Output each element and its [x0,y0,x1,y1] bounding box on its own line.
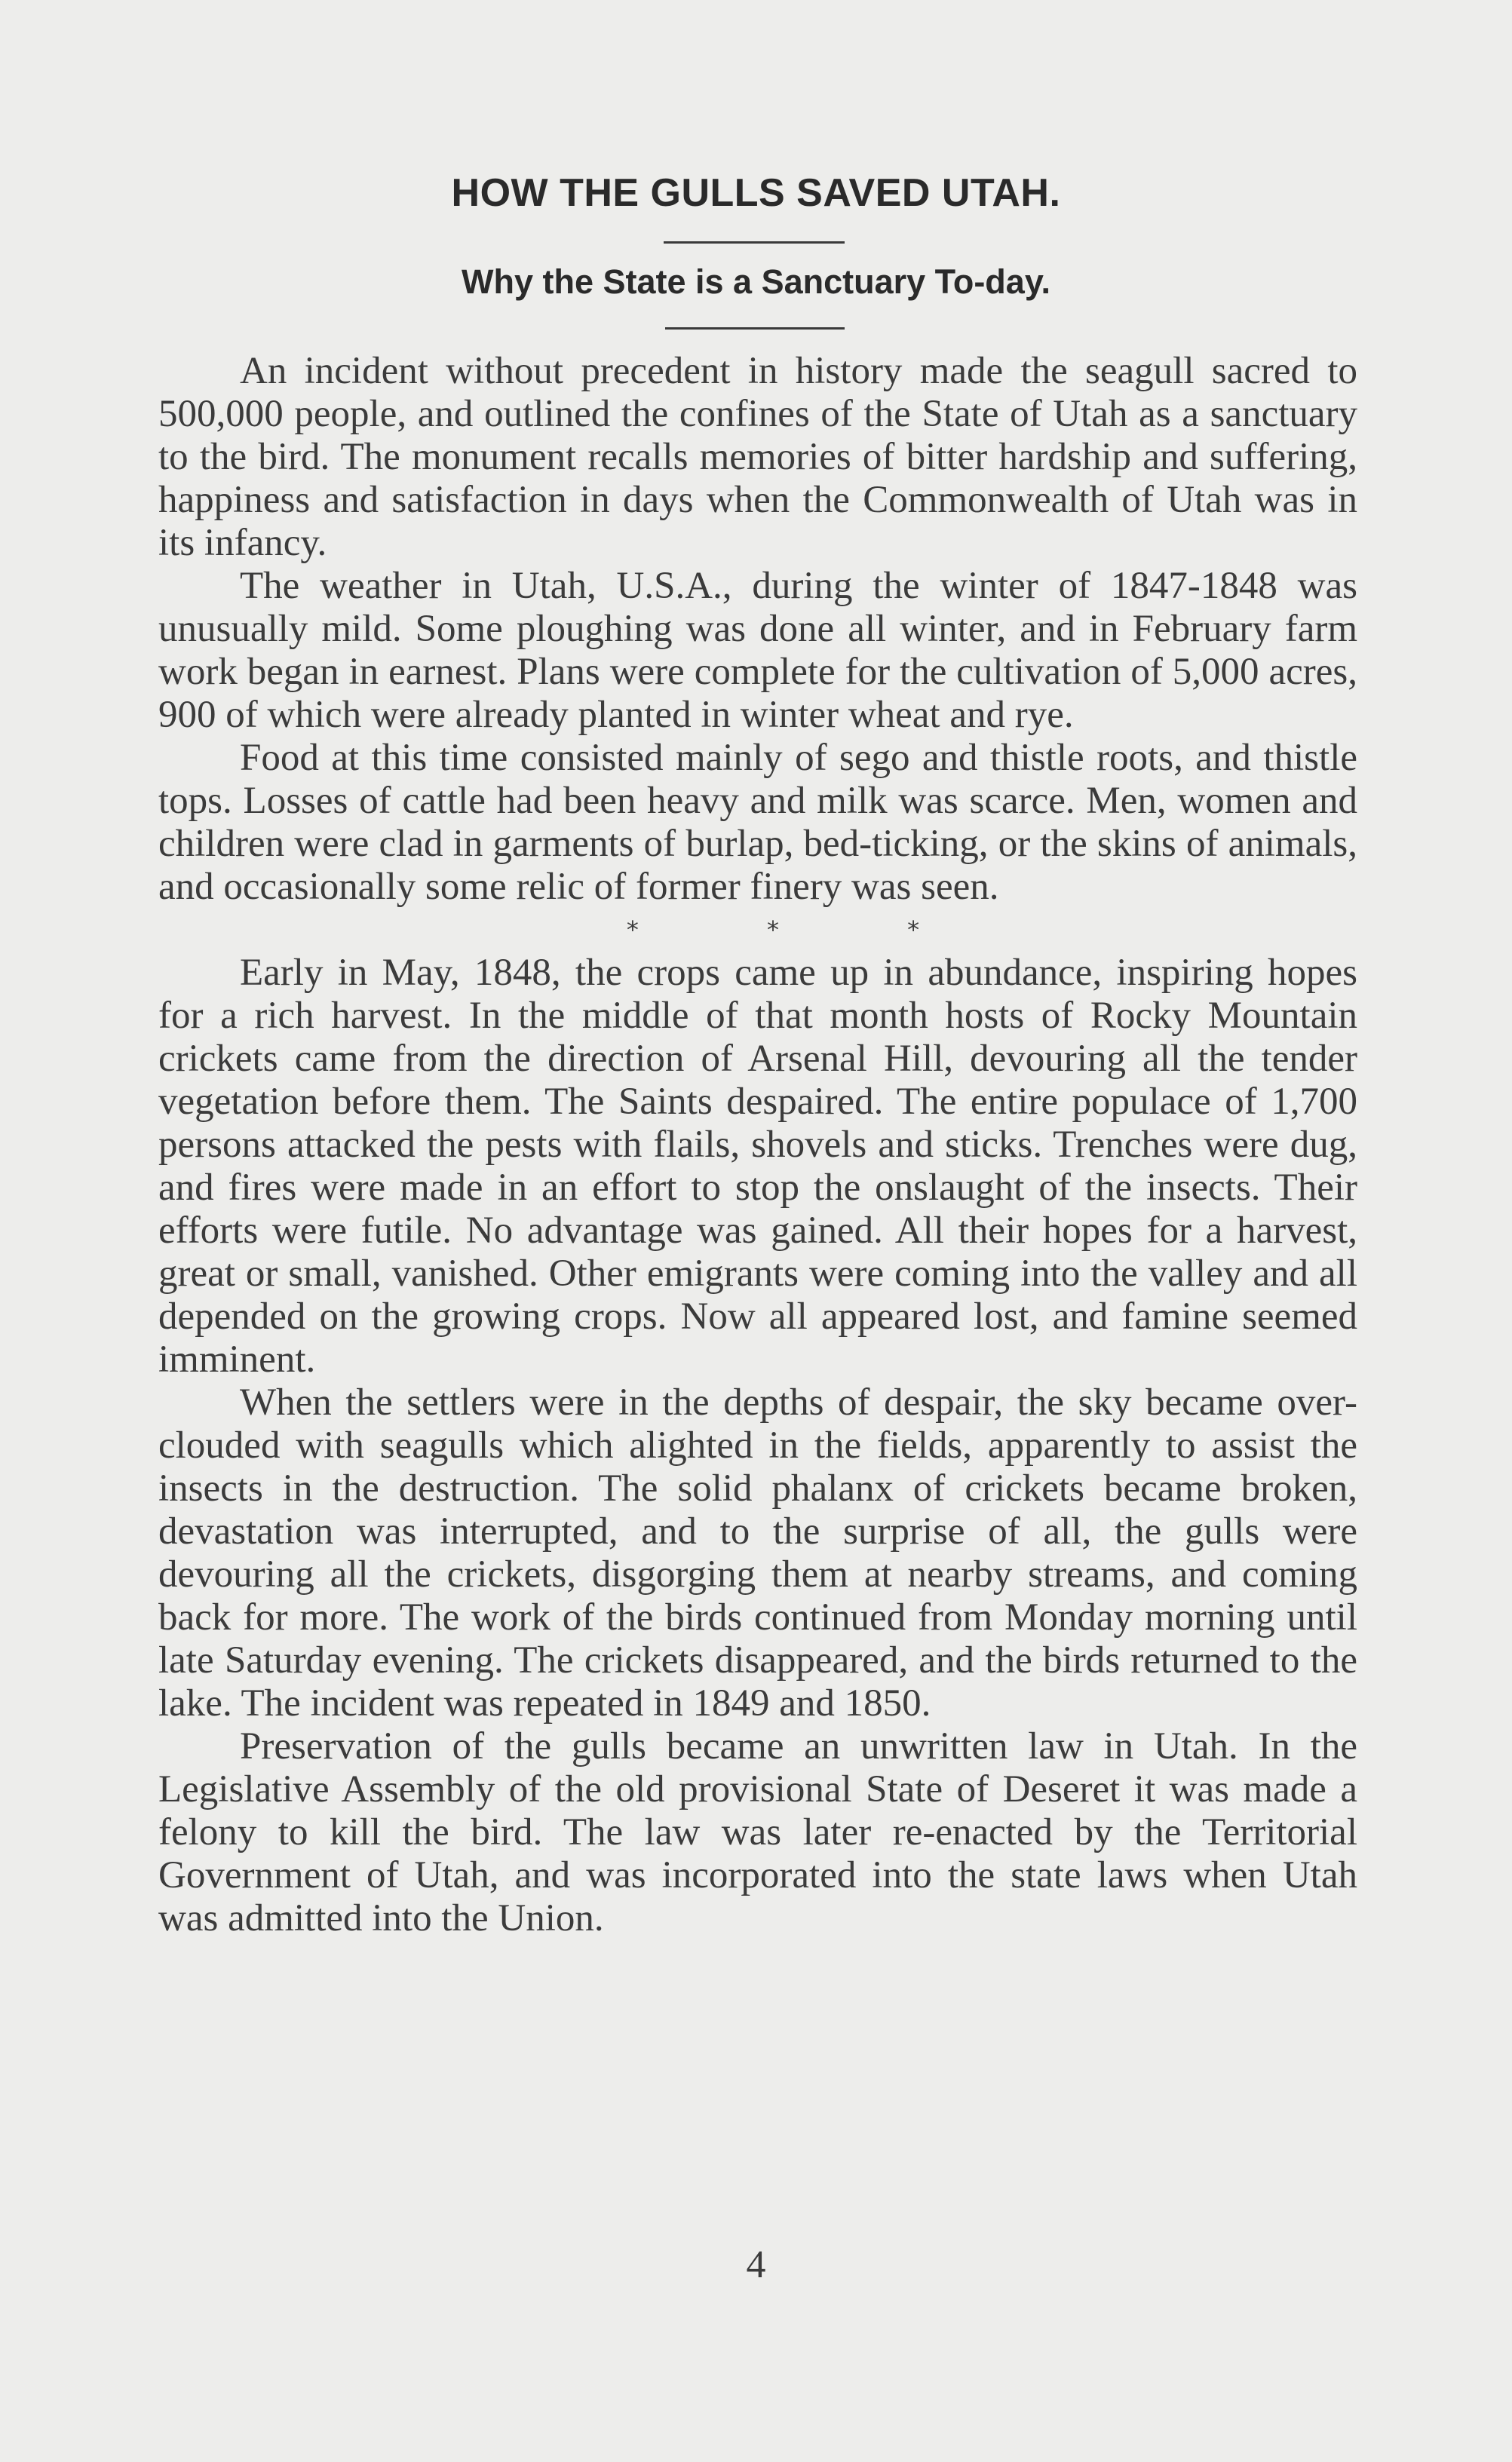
title-divider [664,241,845,244]
page-number: 4 [746,2243,766,2286]
paragraph: Early in May, 1848, the crops came up in abundance, inspiring hopes for a rich harvest. In the middle of that month hosts of Rocky Mountain crickets came from the direction of Arsenal Hill, devouring all the tender vegetation before them. The Saints despaired. The entire populace of 1,700 persons attacked the pests with flails, shovels and sticks. Trenches were dug, and fires were made in an effort to stop the onslaught of the insects. Their efforts were futile. No advantage was gained. All their hopes for a harvest, great or small, vanished. Other emigrants were coming into the valley and all depended on the growing crops. Now all appeared lost, and famine seemed imminent. [158,952,1357,1381]
article-body [158,350,1357,1940]
paragraph: Food at this time consisted mainly of sego and thistle roots, and thistle tops. Losses of cattle had been heavy and milk was scarce. Men, women and children were clad in garments of burlap, bed-ticking, or the skins of animals, and occasionally some relic of former finery was seen. [158,737,1357,908]
paragraph: When the settlers were in the depths of despair, the sky became over-clouded with seagulls which alighted in the fields, apparently to assist the insects in the destruction. The solid phalanx of crickets became broken, devastation was interrupted, and to the surprise of all, the gulls were devouring all the crickets, disgorging them at nearby streams, and coming back for more. The work of the birds continued from Monday morning until late Saturday evening. The crickets disappeared, and the birds returned to the lake. The incident was repeated in 1849 and 1850. [158,1381,1357,1725]
paragraph: An incident without precedent in history made the seagull sacred to 500,000 people, and outlined the confines of the State of Utah as a sanctuary to the bird. The monument recalls memories of bitter hardship and suffering, happiness and satisfaction in days when the Commonwealth of Utah was in its infancy. [158,350,1357,564]
section-separator: * * * [626,915,920,944]
page-subtitle: Why the State is a Sanctuary To-day. [461,262,1051,301]
page-title: HOW THE GULLS SAVED UTAH. [451,171,1061,215]
subtitle-divider [665,327,845,330]
paragraph: Preservation of the gulls became an unwritten law in Utah. In the Legislative Assembly of the old provisional State of Deseret it was made a felony to kill the bird. The law was later re-enacted by the Territorial Government of Utah, and was incorporated into the state laws when Utah was admitted into the Union. [158,1725,1357,1939]
paragraph: The weather in Utah, U.S.A., during the winter of 1847-1848 was unusually mild. Some ploughing was done all winter, and in February farm work began in earnest. Plans were complete for the cultivation of 5,000 acres, 900 of which were already planted in winter wheat and rye. [158,565,1357,736]
